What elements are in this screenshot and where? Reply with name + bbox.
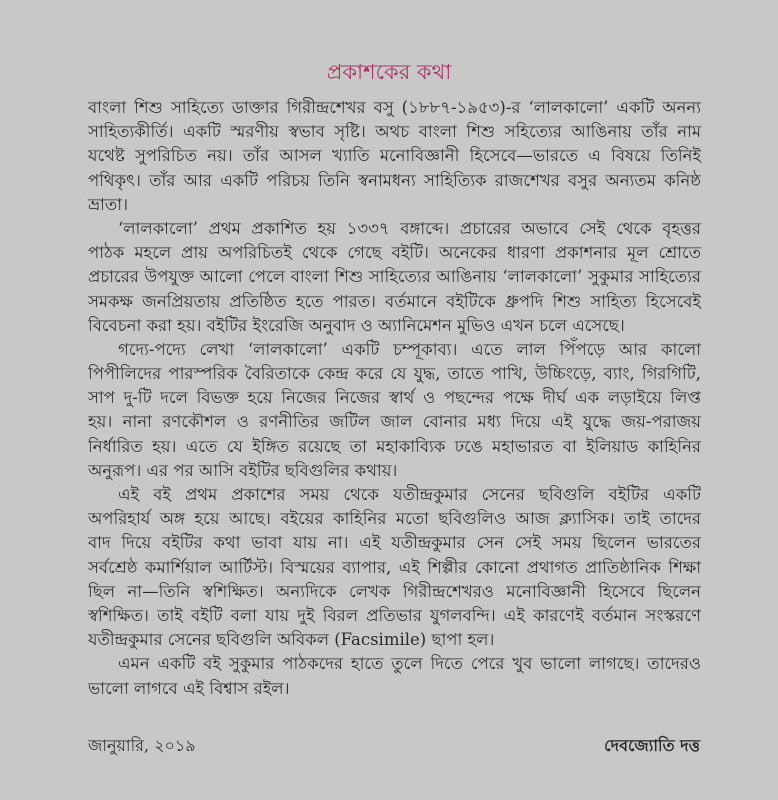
text-line: সর্বশ্রেষ্ঠ কমার্শিয়াল আর্টিস্ট। বিস্ময়ের ব্যাপার, এই শিল্পীর কোনো প্রথাগত প্রাতিষ্ঠানিক শিক্ষা [88,557,701,577]
text-line: এই বই প্রথম প্রকাশের সময় থেকে যতীন্দ্রকুমার সেনের ছবিগুলি বইটির একটি [118,485,701,504]
text-line: এমন একটি বই সুকুমার পাঠকদের হাতে তুলে দিতে পেরে খুব ভালো লাগছে। তাদেরও [118,654,701,674]
text-line: অপরিহার্য অঙ্গ হয়ে আছে। বইয়ের কাহিনির মতো ছবিগুলিও আজ ক্ল্যাসিক। তাই তাদের [88,509,701,529]
text-line: স্বশিক্ষিত। তাই বইটি বলা যায় দুই বিরল প্রতিভার যুগলবন্দি। এই কারণেই বর্তমান সংস্করণে [88,605,701,625]
text-line: হয়। নানা রণকৌশল ও রণনীতির জটিল জাল বোনার মধ্য দিয়ে এই যুদ্ধে জয়-পরাজয় [88,412,701,432]
text-line: সাপ দু-টি দলে বিভক্ত হয়ে নিজের নিজের স্বার্থ ও পছন্দের পক্ষে দীর্ঘ এক লড়াইয়ে লিপ্ত [88,388,701,408]
text-line: ছিল না—তিনি স্বশিক্ষিত। অন্যদিকে লেখক গিরীন্দ্রশেখরও মনোবিজ্ঞানী হিসেবে ছিলেন [88,581,701,601]
text-line: যতীন্দ্রকুমার সেনের ছবিগুলি অবিকল (Facsimile) ছাপা হল। [88,630,495,650]
paragraph [88,652,701,700]
text-line: সাহিত্যকীর্তি। একটি স্মরণীয় স্বভাব সৃষ্টি। অথচ বাংলা শিশু সহিত্যের আঙিনায় তাঁর নাম [88,122,701,142]
text-line: বাদ দিয়ে বইটির কথা ভাবা যায় না। এই যতীন্দ্রকুমার সেন সেই সময় ছিলেন ভারতের [88,533,701,553]
text-line: অনুরূপ। এর পর আসি বইটির ছবিগুলির কথায়। [88,460,398,480]
text-line: গদ্যে-পদ্যে লেখা ‘লালকালো’ একটি চম্পূকাব্য। এতে লাল পিঁপড়ে আর কালো [118,339,701,359]
paragraph [88,217,701,338]
text-line: প্রচারের উপযুক্ত আলো পেলে বাংলা শিশু সাহিত্যের আঙিনায় ‘লালকালো’ সুকুমার সাহিত্যের [88,267,701,287]
author-signature: দেবজ্যোতি দত্ত [604,736,700,755]
body-text [88,96,701,701]
text-line: নির্ধারিত হয়। এতে যে ইঙ্গিত রয়েছে তা মহাকাব্যিক ঢঙে মহাভারত বা ইলিয়াড কাহিনির [88,436,701,456]
text-line: বাংলা শিশু সাহিত্যে ডাক্তার গিরীন্দ্রশেখর বসু (১৮৮৭-১৯৫৩)-র ‘লালকালো’ একটি অনন্য [88,98,701,117]
text-line: যথেষ্ট সুপরিচিত নয়। তাঁর আসল খ্যাতি মনোবিজ্ঞানী হিসেবে—ভারতে এ বিষয়ে তিনিই [88,146,701,166]
text-line: ‘লালকালো’ প্রথম প্রকাশিত হয় ১৩৩৭ বঙ্গাব্দে। প্রচারের অভাবে সেই থেকে বৃহত্তর [118,218,701,238]
text-line: বিবেচনা করা হয়। বইটির ইংরেজি অনুবাদ ও অ্যানিমেশন মুভিও এখন চলে এসেছে। [88,315,625,335]
paragraph [88,96,701,217]
page-title: প্রকাশকের কথা [326,60,452,84]
text-line: ভালো লাগবে এই বিশ্বাস রইল। [88,678,290,698]
text-line: পথিকৃৎ। তাঁর আর একটি পরিচয় তিনি স্বনামধন্য সাহিত্যিক রাজশেখর বসুর অন্যতম কনিষ্ঠ [88,170,701,190]
text-line: ভ্রাতা। [88,194,128,214]
footer-date: জানুয়ারি, ২০১৯ [88,736,196,755]
text-line: পাঠক মহলে প্রায় অপরিচিতই থেকে গেছে বইটি। অনেকের ধারণা প্রকাশনার মূল শ্রোতে [88,243,701,263]
paragraph [88,483,701,652]
text-line: সমকক্ষ জনপ্রিয়তায় প্রতিষ্ঠিত হতে পারত। বর্তমানে বইটিকে ধ্রুপদি শিশু সাহিত্য হিসেবেই [88,291,701,311]
text-line: পিপীলিদের পারস্পরিক বৈরিতাকে কেন্দ্র করে যে যুদ্ধ, তাতে পাখি, উচ্চিংড়ে, ব্যাং, গিরগিটি, [88,364,701,384]
paragraph [88,338,701,483]
